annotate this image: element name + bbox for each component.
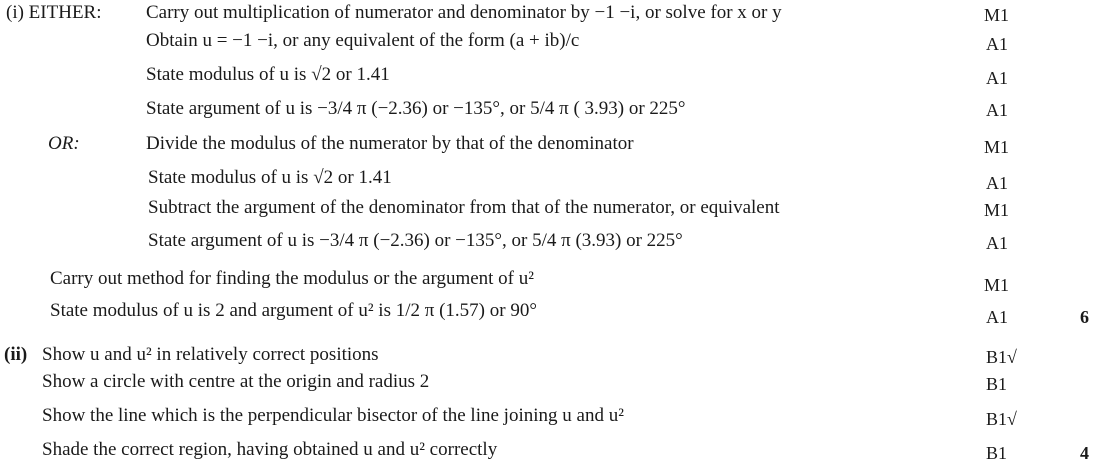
mark-7: M1 (984, 200, 1010, 220)
mark-11: B1√ (986, 347, 1017, 367)
scheme-line-14: Shade the correct region, having obtained u and u² correctly (42, 439, 498, 460)
mark-9: M1 (984, 275, 1010, 295)
part-i-either-label: (i) EITHER: (6, 2, 102, 23)
mark-6: A1 (986, 173, 1008, 193)
scheme-line-13: Show the line which is the perpendicular bisector of the line joining u and u² (42, 405, 624, 426)
mark-12: B1 (986, 374, 1008, 394)
mark-3: A1 (986, 68, 1008, 88)
mark-10: A1 (986, 307, 1008, 327)
scheme-line-12: Show a circle with centre at the origin and radius 2 (42, 371, 430, 392)
mark-1: M1 (984, 5, 1010, 25)
scheme-line-10: State modulus of u is 2 and argument of u² is 1/2 π (1.57) or 90° (50, 300, 537, 321)
mark-14: B1 (986, 443, 1008, 463)
scheme-line-8: State argument of u is −3/4 π (−2.36) or −135°, or 5/4 π (3.93) or 225° (148, 230, 683, 251)
scheme-line-2: Obtain u = −1 −i, or any equivalent of the form (a + ib)/c (146, 30, 580, 51)
scheme-line-1: Carry out multiplication of numerator and denominator by −1 −i, or solve for x or y (146, 2, 782, 23)
scheme-line-9: Carry out method for finding the modulus or the argument of u² (50, 268, 534, 289)
mark-5: M1 (984, 137, 1010, 157)
scheme-line-11: Show u and u² in relatively correct positions (42, 344, 379, 365)
mark-4: A1 (986, 100, 1008, 120)
scheme-line-4: State argument of u is −3/4 π (−2.36) or −135°, or 5/4 π ( 3.93) or 225° (146, 98, 686, 119)
part-i-total: 6 (1080, 307, 1089, 327)
scheme-line-3: State modulus of u is √2 or 1.41 (146, 64, 390, 85)
mark-13: B1√ (986, 409, 1017, 429)
scheme-line-7: Subtract the argument of the denominator from that of the numerator, or equivalent (148, 197, 780, 218)
or-label: OR: (48, 133, 80, 154)
mark-8: A1 (986, 233, 1008, 253)
part-ii-total: 4 (1080, 443, 1089, 463)
scheme-line-6: State modulus of u is √2 or 1.41 (148, 167, 392, 188)
scheme-line-5: Divide the modulus of the numerator by that of the denominator (146, 133, 634, 154)
mark-2: A1 (986, 34, 1008, 54)
part-ii-label: (ii) (4, 344, 28, 365)
